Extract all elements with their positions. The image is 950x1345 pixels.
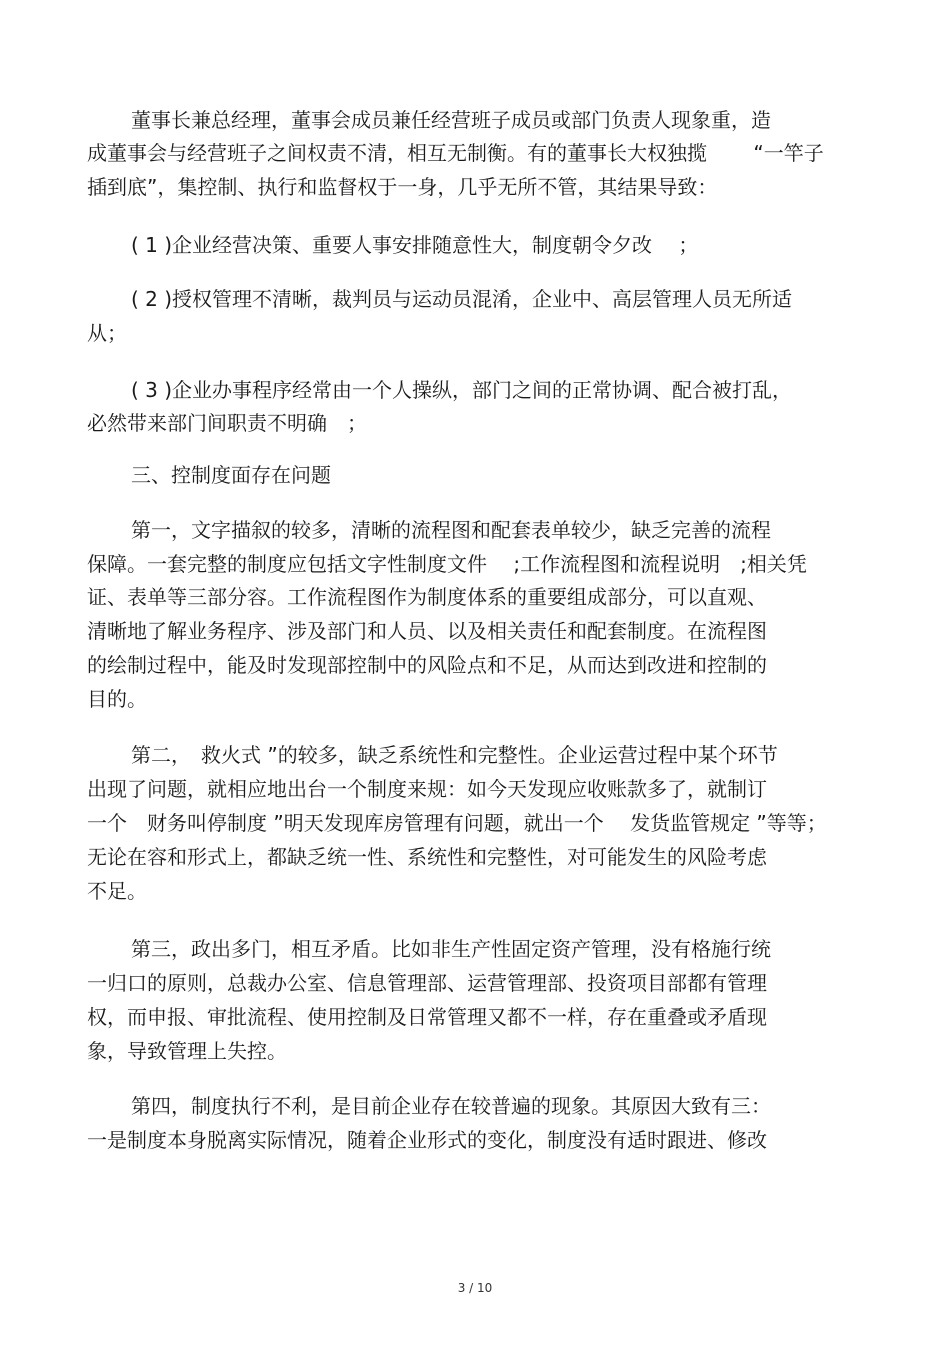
text-line: 从；	[87, 321, 127, 345]
text-line: 三、控制度面存在问题	[131, 463, 331, 487]
text-line: 清晰地了解业务程序、涉及部门和人员、以及相关责任和配套制度。在流程图	[87, 619, 767, 643]
text-line: 出现了问题，就相应地出台一个制度来规：如今天发现应收账款多了，就制订	[87, 777, 767, 801]
text-line: 一归口的原则，总裁办公室、信息管理部、运营管理部、投资项目部都有管理	[87, 971, 767, 995]
text-line: ( 3 )企业办事程序经常由一个人操纵，部门之间的正常协调、配合被打乱，	[131, 378, 793, 402]
text-line: 成董事会与经营班子之间权责不清，相互无制衡。有的董事长大权独揽 “一竿子	[87, 141, 824, 165]
text-line: 第一，文字描叙的较多，清晰的流程图和配套表单较少，缺乏完善的流程	[131, 518, 771, 542]
text-line: 第四，制度执行不利，是目前企业存在较普遍的现象。其原因大致有三：	[131, 1094, 771, 1118]
text-line: 证、表单等三部分容。工作流程图作为制度体系的重要组成部分，可以直观、	[87, 585, 767, 609]
text-line: ( 2 )授权管理不清晰，裁判员与运动员混淆，企业中、高层管理人员无所适	[131, 287, 793, 311]
text-line: 一个 财务叫停制度 ”明天发现库房管理有问题，就出一个 发货监管规定 ”等等；	[87, 811, 827, 835]
text-line: 必然带来部门间职责不明确 ；	[87, 411, 367, 435]
text-line: 一是制度本身脱离实际情况，随着企业形式的变化，制度没有适时跟进、修改	[87, 1128, 767, 1152]
text-line: 第三，政出多门，相互矛盾。比如非生产性固定资产管理，没有格施行统	[131, 937, 771, 961]
text-line: 权，而申报、审批流程、使用控制及日常管理又都不一样，存在重叠或矛盾现	[87, 1005, 767, 1029]
text-line: 象，导致管理上失控。	[87, 1039, 287, 1063]
text-line: ( 1 )企业经营决策、重要人事安排随意性大，制度朝令夕改 ；	[131, 233, 699, 257]
text-line: 保障。一套完整的制度应包括文字性制度文件 ;工作流程图和流程说明 ;相关凭	[87, 552, 807, 576]
text-line: 目的。	[87, 687, 147, 711]
text-line: 不足。	[87, 879, 147, 903]
text-line: 董事长兼总经理，董事会成员兼任经营班子成员或部门负责人现象重，造	[131, 108, 771, 132]
text-line: 的绘制过程中，能及时发现部控制中的风险点和不足，从而达到改进和控制的	[87, 653, 767, 677]
text-line: 插到底”，集控制、执行和监督权于一身，几乎无所不管，其结果导致：	[87, 175, 718, 199]
text-line: 第二， 救火式 ”的较多，缺乏系统性和完整性。企业运营过程中某个环节	[131, 743, 778, 767]
text-line: 无论在容和形式上，都缺乏统一性、系统性和完整性，对可能发生的风险考虑	[87, 845, 767, 869]
page-number: 3 / 10	[457, 1281, 493, 1295]
